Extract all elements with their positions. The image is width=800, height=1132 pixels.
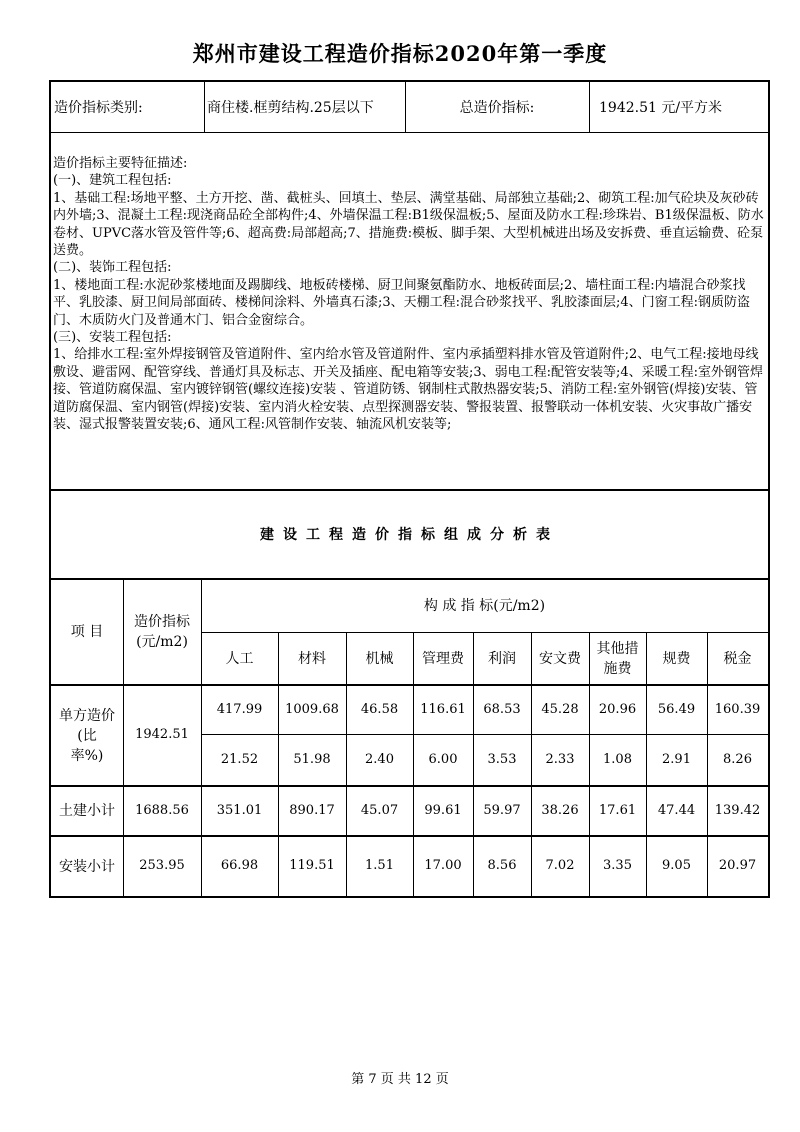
table-cell: 45.28: [541, 701, 579, 717]
header-col: 利润: [488, 651, 516, 667]
table-cell-ratio: 51.98: [293, 752, 331, 767]
category-label: 造价指标类别:: [54, 100, 143, 116]
table-cell: 99.61: [424, 802, 462, 818]
row-label: 单方造价 (比 率%): [59, 707, 115, 764]
table-cell: 890.17: [289, 802, 335, 818]
row-label: 安装小计: [59, 858, 115, 875]
table-cell: 9.05: [662, 858, 691, 873]
row-label: 土建小计: [59, 803, 115, 819]
row-index-value: 1688.56: [135, 802, 189, 818]
header-col: 安文费: [539, 651, 581, 667]
table-cell: 8.56: [487, 858, 517, 873]
table-cell-ratio: 1.08: [603, 752, 632, 767]
table-cell-ratio: 2.33: [545, 752, 575, 767]
table-cell: 45.07: [360, 802, 399, 818]
table-cell: 46.58: [360, 701, 399, 717]
header-cost-index: 造价指标 (元/m2): [134, 614, 190, 650]
table-cell-ratio: 2.91: [662, 752, 691, 767]
table-cell: 17.61: [598, 802, 637, 818]
header-col: 人工: [225, 651, 254, 667]
table-cell: 38.26: [541, 802, 579, 818]
row-index-value: 1942.51: [135, 727, 189, 742]
table-cell-ratio: 6.00: [428, 752, 458, 767]
table-cell-ratio: 21.52: [220, 752, 259, 767]
cost-index-sheet: [49, 80, 770, 898]
header-col: 规费: [662, 651, 691, 667]
row-index-value: 253.95: [139, 858, 185, 873]
header-composition: 构 成 指 标(元/m2): [423, 598, 546, 614]
table-cell: 47.44: [657, 802, 696, 818]
header-col: 机械: [365, 651, 394, 667]
analysis-table-title: 建设工程造价指标组成分析表: [260, 527, 559, 543]
table-cell: 119.51: [289, 858, 335, 873]
table-cell: 20.97: [718, 858, 757, 873]
table-cell: 116.61: [420, 701, 466, 717]
table-cell: 1.51: [365, 858, 394, 873]
table-cell: 68.53: [483, 701, 521, 717]
table-cell: 160.39: [714, 701, 761, 717]
page-number: 第 7 页 共 12 页: [351, 1072, 449, 1087]
table-cell-ratio: 8.26: [723, 752, 752, 767]
table-cell: 56.49: [657, 701, 696, 717]
table-cell-ratio: 3.53: [487, 752, 517, 767]
table-cell: 417.99: [216, 701, 263, 717]
total-value: 1942.51 元/平方米: [599, 100, 723, 116]
table-cell: 59.97: [483, 802, 521, 818]
feature-description: 造价指标主要特征描述: (一)、建筑工程包括: 1、基础工程:场地平整、土方开挖、凿、截桩头、回填土、垫层、满堂基础、局部独立基础;2、砌筑工程:加气砼块及灰砂砖内外墙;3、混凝土工程:现浇商品砼全部构件;4、外墙保温工程:B1级保温板;5、屋面及防水工程:珍珠岩、B1级保温板、防水卷材、UPVC落水管及管件等;6、超高费:局部超高;7、措施费:模板、脚手架、大型机械进出场及安拆费、垂直运输费、砼泵送费。 (二)、装饰工程包括: 1、楼地面工程:水泥砂浆楼地面及踢脚线、地板砖楼梯、厨卫间聚氨酯防水、地板砖面层;2、墙柱面工程:内墙混合砂浆找平、乳胶漆、厨卫间局部面砖、楼梯间涂料、外墙真石漆;3、天棚工程:混合砂浆找平、乳胶漆面层;4、门窗工程:钢质防盗门、木质防火门及普通木门、铝合金窗综合。 (三)、安装工程包括: 1、给排水工程:室外焊接钢管及管道附件、室内给水管及管道附件、室内承插塑料排水管及管道附件;2、电气工程:接地母线敷设、避雷网、配管穿线、普通灯具及标志、开关及插座、配电箱等安装;3、弱电工程:配管安装等;4、采暖工程:室外钢管焊接、管道防腐保温、室内镀锌钢管(螺纹连接)安装 、管道防锈、钢制柱式散热器安装;5、消防工程:室外钢管(焊接)安装、管道防腐保温、室内钢管(焊接)安装、室内消火栓安装、点型探测器安装、警报装置、报警联动一体机安装、火灾事故广播安装、湿式报警装置安装;6、通风工程:风管制作安装、轴流风机安装等;: [53, 156, 764, 433]
table-cell: 3.35: [603, 858, 632, 873]
header-col: 材料: [298, 651, 326, 667]
header-col: 其他措 施费: [596, 641, 639, 677]
table-cell: 20.96: [598, 701, 637, 717]
table-cell: 351.01: [216, 802, 263, 818]
header-col: 税金: [723, 651, 752, 667]
header-col: 管理费: [422, 651, 464, 667]
table-cell: 66.98: [220, 858, 259, 873]
table-cell: 1009.68: [285, 701, 339, 717]
table-cell-ratio: 2.40: [365, 752, 394, 767]
table-cell: 7.02: [545, 858, 575, 873]
category-value: 商住楼.框剪结构.25层以下: [207, 100, 374, 116]
table-cell: 139.42: [714, 802, 761, 818]
table-cell: 17.00: [424, 858, 462, 873]
total-label: 总造价指标:: [459, 100, 535, 116]
page-title: 郑州市建设工程造价指标2020年第一季度: [192, 41, 608, 66]
header-item: 项 目: [70, 624, 104, 640]
